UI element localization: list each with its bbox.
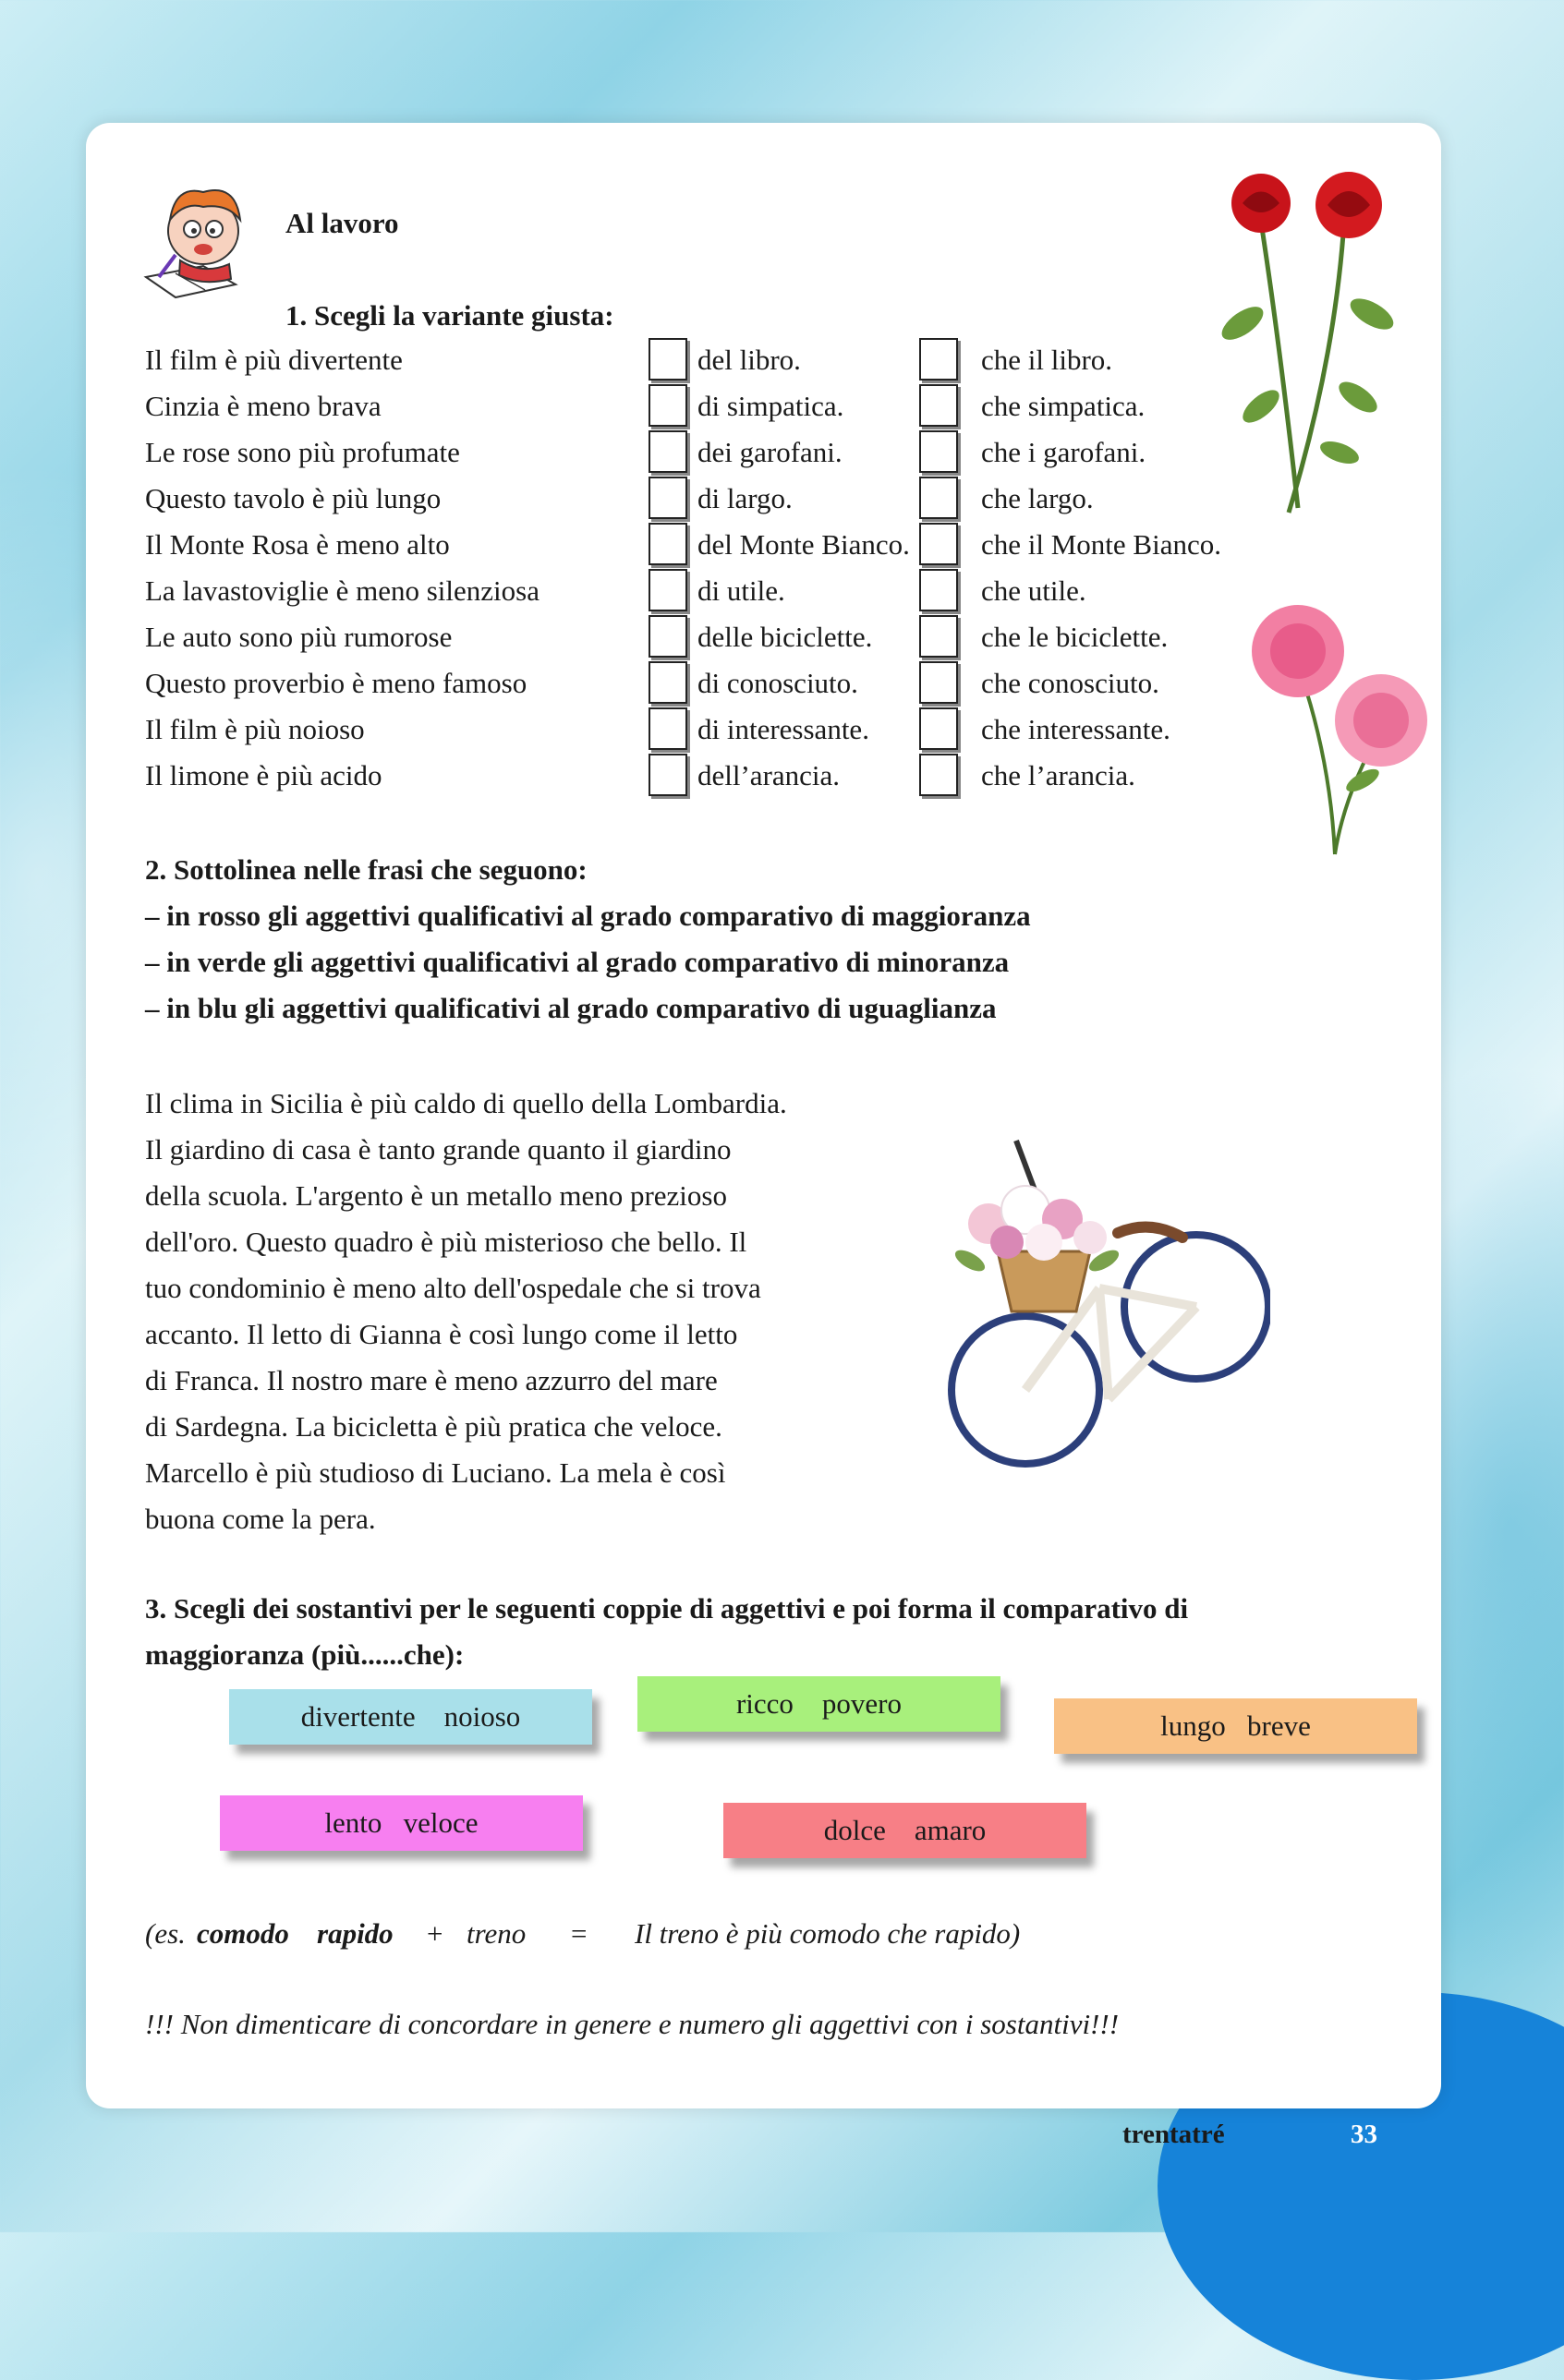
option-2-checkbox[interactable] [919, 661, 958, 704]
sentence-stem: Il Monte Rosa è meno alto [145, 528, 450, 561]
option-2-checkbox[interactable] [919, 523, 958, 565]
option-2-label: che le biciclette. [981, 621, 1169, 653]
instruction-blue: – in blu gli aggettivi qualificativi al grado comparativo di uguaglianza [145, 992, 997, 1024]
option-2-checkbox[interactable] [919, 754, 958, 796]
option-2-label: che i garofani. [981, 436, 1146, 468]
option-2-checkbox[interactable] [919, 477, 958, 519]
example-open: (es. [145, 1917, 186, 1950]
adjective-pair-card: divertente noioso [229, 1689, 592, 1745]
exercise-2-text [145, 1081, 829, 1542]
adjective-pair-card: lungo breve [1054, 1698, 1417, 1754]
option-1-label: delle biciclette. [697, 621, 873, 653]
option-1-checkbox[interactable] [649, 569, 687, 611]
option-1-label: di interessante. [697, 713, 869, 745]
paragraph-line: Il clima in Sicilia è più caldo di quello della Lombardia. [145, 1087, 787, 1119]
pink-carnations-image [1243, 591, 1432, 859]
option-2-label: che largo. [981, 482, 1094, 514]
sentence-stem: Il film è più divertente [145, 344, 403, 376]
option-2-checkbox[interactable] [919, 569, 958, 611]
option-1-label: di simpatica. [697, 390, 844, 422]
section-title: Al lavoro [285, 207, 399, 239]
agreement-reminder: !!! Non dimenticare di concordare in genere e numero gli aggettivi con i sostantivi!!! [145, 2008, 1120, 2040]
exercise-row [145, 661, 1254, 707]
child-writing-icon [139, 175, 259, 305]
option-1-label: di utile. [697, 574, 785, 607]
example-adjective-2: rapido [317, 1917, 394, 1950]
option-2-label: che interessante. [981, 713, 1170, 745]
example-noun: treno [467, 1917, 527, 1950]
sentence-stem: Questo tavolo è più lungo [145, 482, 442, 514]
exercise-row [145, 569, 1254, 615]
option-1-label: del libro. [697, 344, 801, 376]
exercise-3-heading-line1: 3. Scegli dei sostantivi per le seguenti coppie di aggettivi e poi forma il comparativo di [145, 1592, 1189, 1625]
red-roses-image [1206, 157, 1418, 522]
example-plus: + [425, 1917, 444, 1950]
option-1-label: dell’arancia. [697, 759, 841, 791]
paragraph-line: Il giardino di casa è tanto grande quanto il giardino [145, 1133, 732, 1166]
paragraph-line: Marcello è più studioso di Luciano. La mela è così [145, 1456, 726, 1489]
paragraph-line: di Franca. Il nostro mare è meno azzurro del mare [145, 1364, 718, 1396]
instruction-green: – in verde gli aggettivi qualificativi al grado comparativo di minoranza [145, 946, 1010, 978]
exercise-row [145, 338, 1254, 384]
option-1-checkbox[interactable] [649, 707, 687, 750]
option-2-label: che il Monte Bianco. [981, 528, 1221, 561]
exercise-row [145, 615, 1254, 661]
exercise-row [145, 707, 1254, 754]
exercise-1-heading: 1. Scegli la variante giusta: [285, 299, 614, 332]
option-2-label: che conosciuto. [981, 667, 1159, 699]
paragraph-line: di Sardegna. La bicicletta è più pratica che veloce. [145, 1410, 722, 1443]
sentence-stem: Le auto sono più rumorose [145, 621, 453, 653]
adjective-pair-card: ricco povero [637, 1676, 1000, 1732]
paragraph-line: tuo condominio è meno alto dell'ospedale che si trova [145, 1272, 761, 1304]
adjective-pair-card: lento veloce [220, 1795, 583, 1851]
option-2-label: che il libro. [981, 344, 1113, 376]
exercise-row [145, 477, 1254, 523]
adjective-pair-card: dolce amaro [723, 1803, 1086, 1858]
exercise-row [145, 754, 1254, 800]
option-1-checkbox[interactable] [649, 430, 687, 473]
option-1-label: del Monte Bianco. [697, 528, 910, 561]
option-2-label: che simpatica. [981, 390, 1146, 422]
option-2-label: che utile. [981, 574, 1086, 607]
exercise-3-heading-line2: maggioranza (più......che): [145, 1638, 465, 1671]
option-1-label: dei garofani. [697, 436, 843, 468]
option-1-checkbox[interactable] [649, 661, 687, 704]
bicycle-with-flowers-image [942, 1122, 1270, 1473]
paragraph-line: dell'oro. Questo quadro è più misterioso che bello. Il [145, 1226, 747, 1258]
option-2-label: che l’arancia. [981, 759, 1135, 791]
sentence-stem: Il limone è più acido [145, 759, 382, 791]
option-1-checkbox[interactable] [649, 615, 687, 658]
option-1-checkbox[interactable] [649, 338, 687, 381]
paragraph-line: accanto. Il letto di Gianna è così lungo come il letto [145, 1318, 738, 1350]
example-adjective-1: comodo [197, 1917, 289, 1950]
sentence-stem: Questo proverbio è meno famoso [145, 667, 527, 699]
option-2-checkbox[interactable] [919, 384, 958, 427]
example-result: Il treno è più comodo che rapido) [635, 1917, 1021, 1950]
example-equals: = [569, 1917, 588, 1950]
sentence-stem: Cinzia è meno brava [145, 390, 382, 422]
paragraph-line: della scuola. L'argento è un metallo meno prezioso [145, 1179, 727, 1212]
sentence-stem: Le rose sono più profumate [145, 436, 460, 468]
page-number: 33 [1351, 2120, 1377, 2149]
exercise-row [145, 430, 1254, 477]
exercise-row [145, 523, 1254, 569]
sentence-stem: Il film è più noioso [145, 713, 365, 745]
option-2-checkbox[interactable] [919, 707, 958, 750]
option-1-checkbox[interactable] [649, 384, 687, 427]
instruction-red: – in rosso gli aggettivi qualificativi al grado comparativo di maggioranza [145, 900, 1031, 932]
option-2-checkbox[interactable] [919, 430, 958, 473]
option-1-label: di conosciuto. [697, 667, 858, 699]
sentence-stem: La lavastoviglie è meno silenziosa [145, 574, 540, 607]
option-1-checkbox[interactable] [649, 523, 687, 565]
paragraph-line: buona come la pera. [145, 1503, 376, 1535]
option-2-checkbox[interactable] [919, 615, 958, 658]
option-1-label: di largo. [697, 482, 793, 514]
exercise-2-heading: 2. Sottolinea nelle frasi che seguono: [145, 853, 588, 886]
option-1-checkbox[interactable] [649, 477, 687, 519]
option-1-checkbox[interactable] [649, 754, 687, 796]
exercise-row [145, 384, 1254, 430]
page-number-word: trentatré [1122, 2120, 1225, 2149]
option-2-checkbox[interactable] [919, 338, 958, 381]
